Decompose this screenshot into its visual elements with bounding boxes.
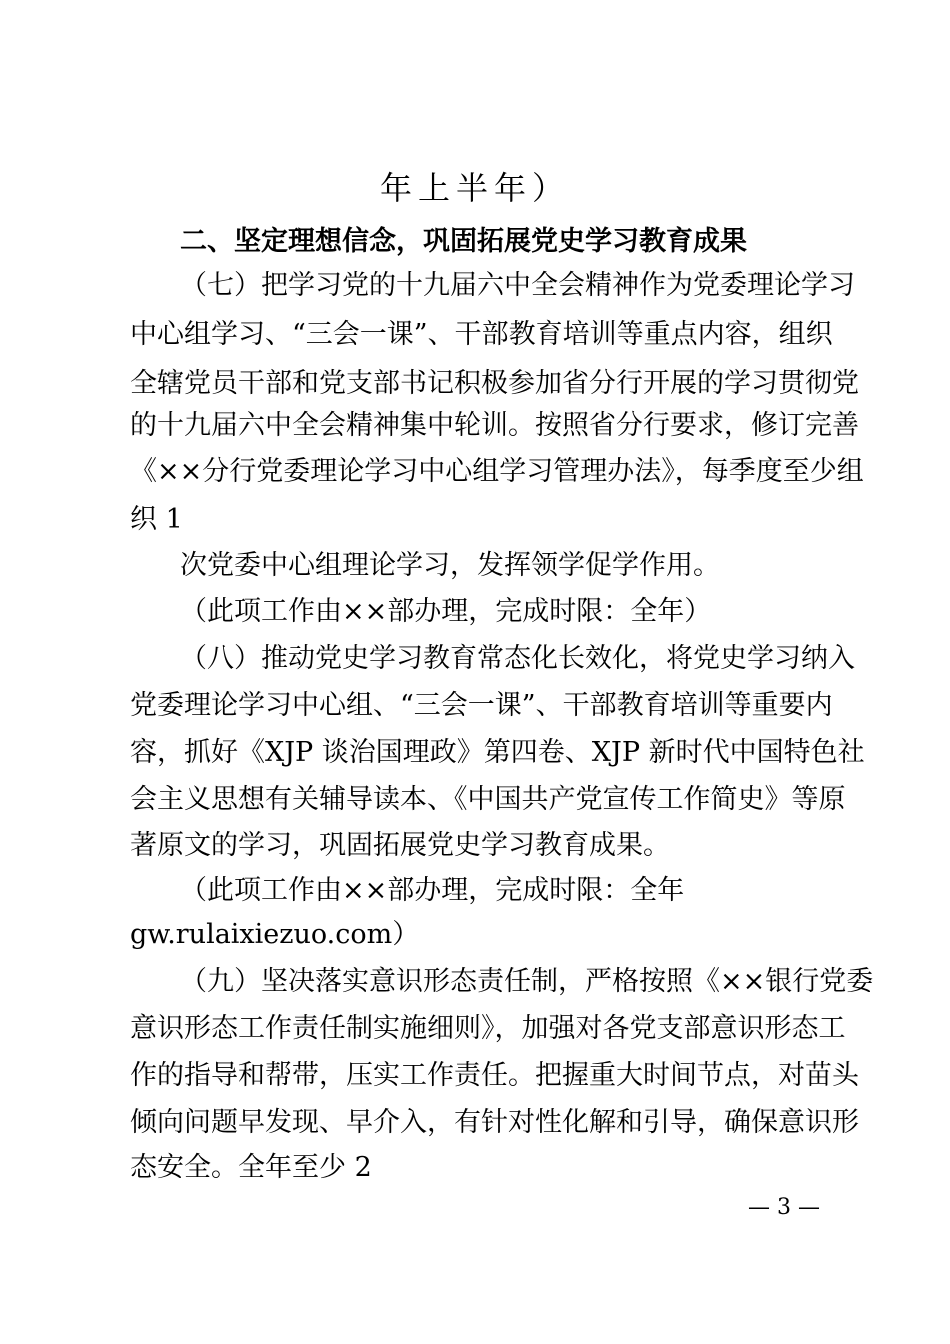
paragraph-line: 的十九届六中全会精神集中轮训。按照省分行要求，修订完善 — [130, 410, 859, 441]
paragraph-line: 会主义思想有关辅导读本、《中国共产党宣传工作简史》等原 — [130, 784, 846, 815]
paragraph-line: 中心组学习、“三会一课”、干部教育培训等重点内容，组织 — [130, 319, 833, 350]
paragraph-line: 容，抓好《XJP 谈治国理政》第四卷、XJP 新时代中国特色社 — [130, 737, 865, 768]
paragraph-line: （七）把学习党的十九届六中全会精神作为党委理论学习 — [180, 270, 855, 301]
paragraph-line: （九）坚决落实意识形态责任制，严格按照《××银行党委 — [180, 966, 874, 997]
paragraph-line: （八）推动党史学习教育常态化长效化，将党史学习纳入 — [180, 643, 855, 674]
section-heading: 二、坚定理想信念，巩固拓展党史学习教育成果 — [180, 226, 747, 257]
paragraph-line: （此项工作由××部办理，完成时限：全年 — [180, 875, 685, 906]
paragraph-line: 全辖党员干部和党支部书记积极参加省分行开展的学习贯彻党 — [130, 368, 859, 399]
paragraph-line: 著原文的学习，巩固拓展党史学习教育成果。 — [130, 830, 670, 861]
paragraph-line: gw.rulaixiezuo.com） — [130, 919, 420, 950]
paragraph-line: 态安全。全年至少 2 — [130, 1152, 372, 1183]
paragraph-line: 倾向问题早发现、早介入，有针对性化解和引导，确保意识形 — [130, 1107, 859, 1138]
paragraph-line: 次党委中心组理论学习，发挥领学促学作用。 — [180, 550, 720, 581]
paragraph-line: 《××分行党委理论学习中心组学习管理办法》，每季度至少组 — [130, 456, 864, 487]
paragraph-line: 意识形态工作责任制实施细则》，加强对各党支部意识形态工 — [130, 1013, 846, 1044]
continued-title: 年上半年） — [379, 169, 570, 207]
paragraph-line: （此项工作由××部办理，完成时限：全年） — [180, 596, 712, 627]
paragraph-line: 党委理论学习中心组、“三会一课”、干部教育培训等重要内 — [130, 690, 833, 721]
page-number: — 3 — — [748, 1195, 820, 1220]
paragraph-line: 织 1 — [130, 504, 183, 535]
paragraph-line: 作的指导和帮带，压实工作责任。把握重大时间节点，对苗头 — [130, 1060, 859, 1091]
